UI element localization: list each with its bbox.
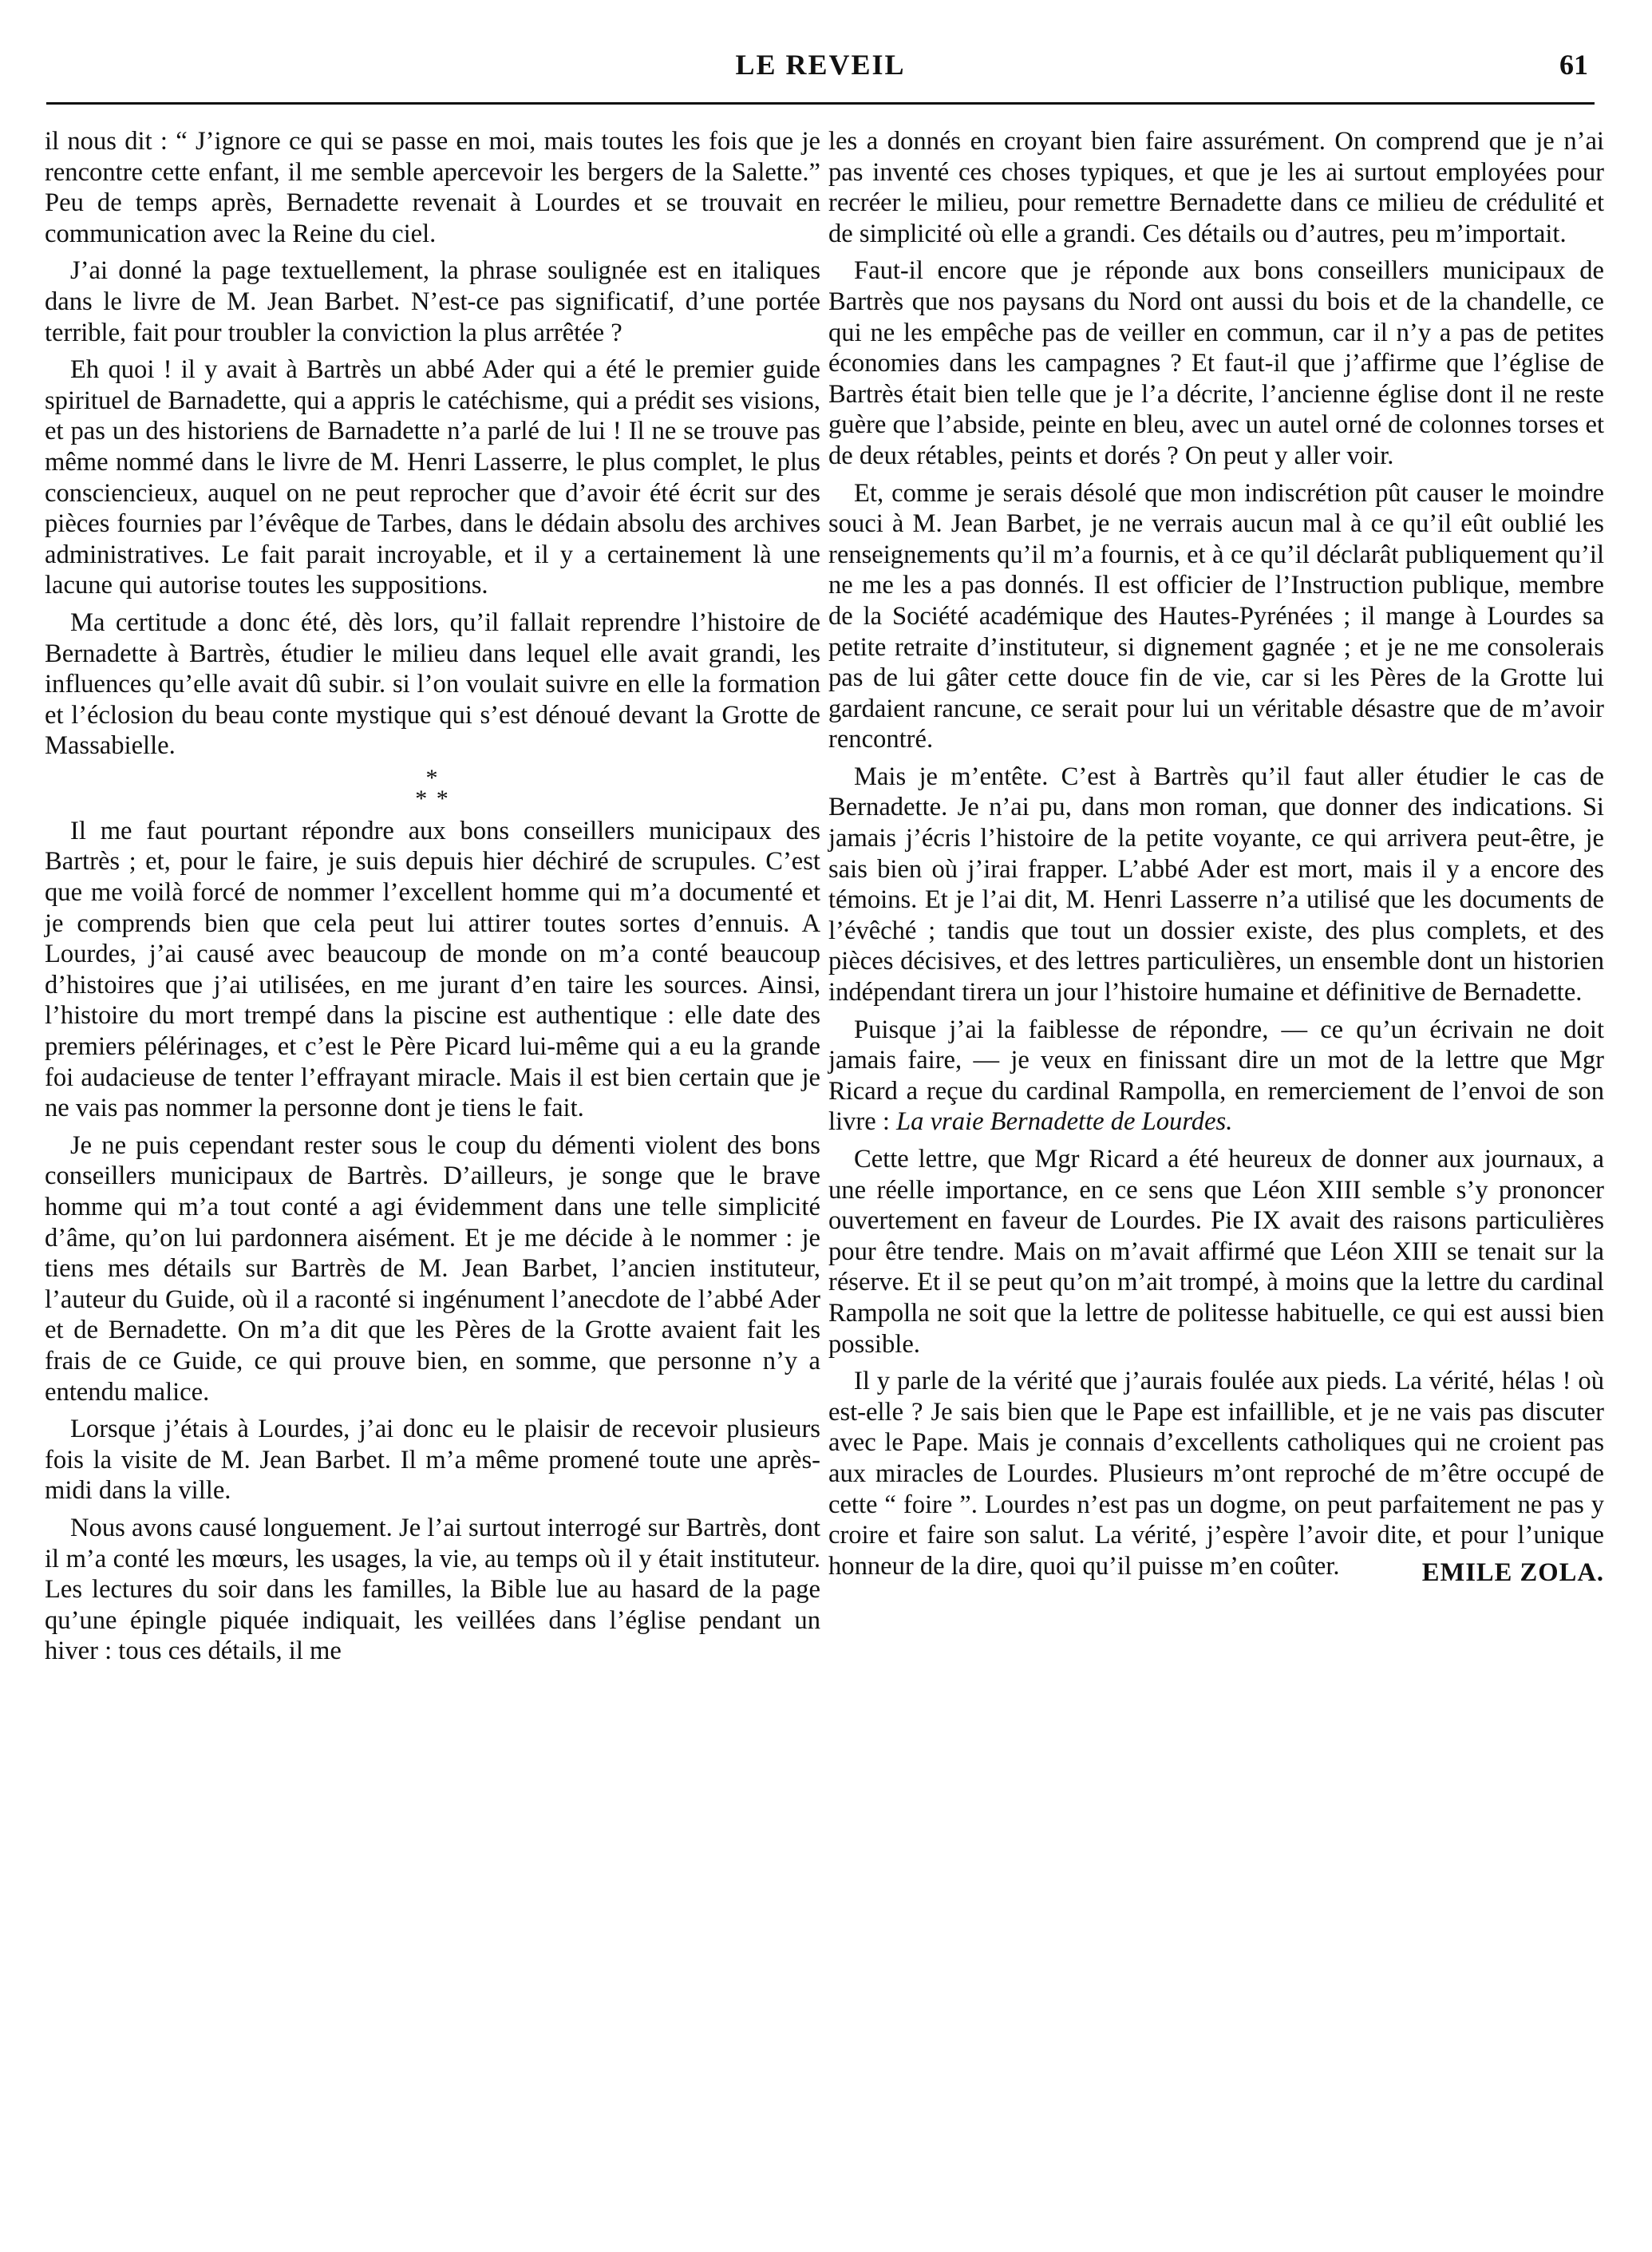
journal-title: LE REVEIL [735,49,906,81]
paragraph: les a donnés en croyant bien faire assurément. On comprend que je n’ai pas inventé ces choses typiques, et que je les ai surtout employées pour recréer le milieu, pour remettre Bernadette dans ce milieu de crédulité et de simplicité où elle a grandi. Ces détails ou d’autres, peu m’importait. [828,127,1604,248]
right-column [828,126,1604,1589]
paragraph: Ma certitude a donc été, dès lors, qu’il fallait reprendre l’histoire de Bernadette à Bartrès, étudier le milieu dans lequel elle avait grandi, les influences qu’elle avait dû subir. si l’on voulait suivre en elle la formation et l’éclosion du beau conte mystique qui s’est dénoué devant la Grotte de Massabielle. [45,608,820,761]
paragraph: Eh quoi ! il y avait à Bartrès un abbé Ader qui a été le premier guide spirituel de Barnadette, qui a appris le catéchisme, qui a prédit ses visions, et pas un des historiens de Barnadette n’a parlé de lui ! Il ne se trouve pas même nommé dans le livre de M. Henri Lasserre, le plus complet, le plus consciencieux, auquel on ne peut reprocher que d’avoir été écrit sur des pièces fournies par l’évêque de Tarbes, dans le dédain absolu des archives administratives. Le fait parait incroyable, et il y a certainement là une lacune qui autorise toutes les suppositions. [45,355,820,600]
header-rule [46,102,1595,105]
paragraph: Il y parle de la vérité que j’aurais foulée aux pieds. La vérité, hélas ! où est-elle ? Je sais bien que le Pape est infaillible, et je ne vais pas discuter avec le Pape. Mais je connais d’excellents catholiques qui ne croient pas aux miracles de Lourdes. Plusieurs m’ont reproché de m’être occupé de cette “ foire ”. Lourdes n’est pas un dogme, on peut parfaitement ne pas y croire et faire son salut. La vérité, j’espère l’avoir dite, et pour l’unique honneur de la dire, quoi qu’il puisse m’en coûter. [828,1367,1604,1581]
paragraph: Et, comme je serais désolé que mon indiscrétion pût causer le moindre souci à M. Jean Barbet, je ne verrais aucun mal à ce qu’il eût oublié les renseignements qu’il m’a fournis, et à ce qu’il déclarât publiquement qu’il ne me les a pas donnés. Il est officier de l’Instruction publique, membre de la Société académique des Hautes-Pyrénées ; il mange à Lourdes sa petite retraite d’instituteur, si dignement gagnée ; et je ne me consolerais pas de lui gâter cette douce fin de vie, car si les Pères de la Grotte lui gardaient rancune, ce serait pour lui un véritable désastre que de m’avoir rencontré. [828,478,1604,754]
paragraph: Nous avons causé longuement. Je l’ai surtout interrogé sur Bartrès, dont il m’a conté les mœurs, les usages, la vie, au temps où il y était instituteur. Les lectures du soir dans les familles, la Bible lue au hasard de la page qu’une épingle piquée indiquait, les veillées dans l’église pendant un hiver : tous ces détails, il me [45,1513,820,1666]
page-number: 61 [1559,49,1588,81]
paragraph: Faut-il encore que je réponde aux bons conseillers municipaux de Bartrès que nos paysans du Nord ont aussi du bois et de la chandelle, ce qui ne les empêche pas de veiller en commun, car il n’y a pas de petites économies dans les campagnes ? Et faut-il que j’affirme que l’église de Bartrès était bien telle que je l’a décrite, l’ancienne église dont il ne reste guère que l’abside, peinte en bleu, avec un autel orné de colonnes torses et de deux rétables, peints et dorés ? On peut y aller voir. [828,256,1604,470]
divider-bottom-stars: * * [415,785,450,812]
divider-top-star: * [425,764,440,791]
page-header [46,42,1595,89]
paragraph: Mais je m’entête. C’est à Bartrès qu’il faut aller étudier le cas de Bernadette. Je n’ai pu, dans mon roman, que donner des indications. Si jamais j’écris l’histoire de la petite voyante, ce qui arrivera peut-être, je sais bien où j’irai frapper. L’abbé Ader est mort, mais il y a encore des témoins. Et je l’ai dit, M. Henri Lasserre n’a utilisé que les documents de l’évêché ; tandis que tout un dossier existe, des plus complets, et des pièces décisives, et des lettres particulières, un ensemble dont un historien indépendant tirera un jour l’histoire humaine et définitive de Bernadette. [828,762,1604,1007]
paragraph: J’ai donné la page textuellement, la phrase soulignée est en italiques dans le livre de M. Jean Barbet. N’est-ce pas significatif, d’une portée terrible, fait pour troubler la conviction la plus arrêtée ? [45,256,820,347]
paragraph [828,1015,1604,1138]
section-divider [45,764,820,812]
paragraph: il nous dit : “ J’ignore ce qui se passe en moi, mais toutes les fois que je rencontre cette enfant, il me semble apercevoir les bergers de la Salette.” Peu de temps après, Bernadette revenait à Lourdes et se trouvait en communication avec la Reine du ciel. [45,127,820,248]
left-column [45,126,820,1673]
paragraph: Il me faut pourtant répondre aux bons conseillers municipaux des Bartrès ; et, pour le faire, je suis depuis hier déchiré de scrupules. C’est que me voilà forcé de nommer l’excellent homme qui m’a documenté et je comprends bien que cela peut lui attirer toutes sortes d’ennuis. A Lourdes, j’ai causé avec beaucoup de monde on m’a conté beaucoup d’histoires que j’ai utilisées, en me jurant d’en taire les sources. Ainsi, l’histoire du mort trempé dans la piscine est authentique : elle date des premiers pélérinages, et c’est le Père Picard lui-même qui a eu la grande foi audacieuse de tenter l’effrayant miracle. Mais il est bien certain que je ne vais pas nommer la personne dont je tiens le fait. [45,816,820,1123]
paragraph: Lorsque j’étais à Lourdes, j’ai donc eu le plaisir de recevoir plusieurs fois la visite de M. Jean Barbet. Il m’a même promené toute une après-midi dans la ville. [45,1415,820,1506]
author-name: EMILE ZOLA. [1421,1558,1604,1588]
paragraph: Cette lettre, que Mgr Ricard a été heureux de donner aux journaux, a une réelle importance, en ce sens que Léon XIII semble s’y prononcer ouvertement en faveur de Lourdes. Pie IX avait des raisons particulières pour être tendre. Mais on m’avait affirmé que Léon XIII se tenait sur la réserve. Et il se peut qu’on m’ait trompé, à moins que la lettre du cardinal Rampolla ne soit que la lettre de politesse habituelle, ce qui est aussi bien possible. [828,1145,1604,1359]
paragraph: Je ne puis cependant rester sous le coup du démenti violent des bons conseillers municipaux de Bartrès. D’ailleurs, je songe que le brave homme qui m’a tout conté a agi évidemment dans une telle simplicité d’âme, qu’on lui pardonnera aisément. Et je me décide à le nommer : je tiens mes détails sur Bartrès de M. Jean Barbet, l’ancien instituteur, l’auteur du Guide, où il a raconté si ingénument l’anecdote de l’abbé Ader et de Bernadette. On m’a dit que les Pères de la Grotte avaient fait les frais de ce Guide, ce qui prouve bien, en somme, que personne n’y a entendu malice. [45,1130,820,1407]
book-title: La vraie Bernadette de Lourdes. [896,1107,1233,1137]
paragraph-text: Puisque j’ai la faiblesse de répondre, — ce qu’un écrivain ne doit jamais faire, — je veux en finissant dire un mot de la lettre que Mgr Ricard a reçue du cardinal Rampolla, en remerciement de l’envoi de son livre : [828,1015,1604,1137]
